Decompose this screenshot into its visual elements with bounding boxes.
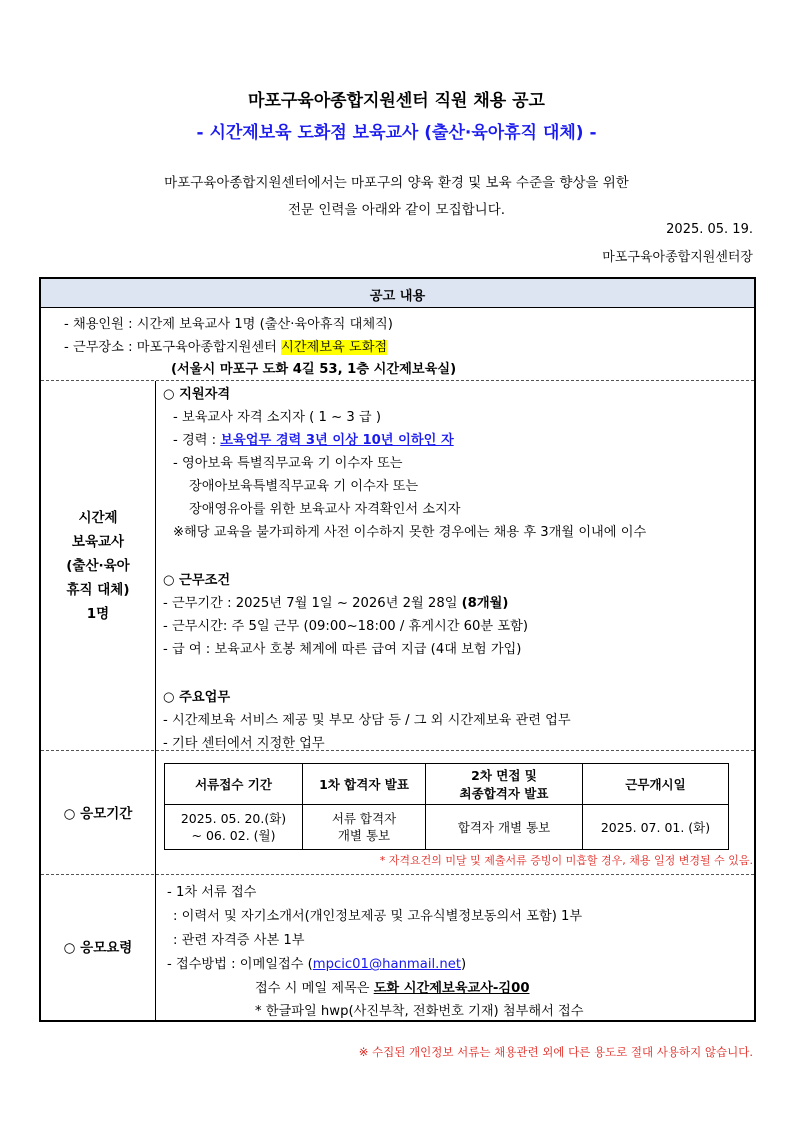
- qualification-note: ※해당 교육을 불가피하게 사전 이수하지 못한 경우에는 채용 후 3개월 이내에 이수: [173, 525, 647, 540]
- qualification-title: ○ 지원자격: [163, 387, 231, 402]
- schedule-header-cell: 근무개시일: [583, 764, 729, 805]
- mail-subject: [255, 977, 530, 996]
- schedule-header-row: [165, 764, 729, 805]
- schedule-row: [165, 805, 729, 850]
- work-hours: - 근무시간: 주 5일 근무 (09:00~18:00 / 휴게시간 60분 포함): [163, 619, 528, 634]
- schedule-cell-line: ~ 06. 02. (월): [191, 828, 276, 843]
- duty-item: - 기타 센터에서 지정한 업무: [163, 736, 325, 751]
- attachment-note: * 한글파일 hwp(사진부착, 전화번호 기재) 첨부해서 접수: [255, 1004, 584, 1019]
- mail-subject-label: 접수 시 메일 제목은: [255, 981, 374, 996]
- work-period-months: (8개월): [461, 596, 509, 611]
- schedule-note: * 자격요건의 미달 및 제출서류 증빙이 미흡할 경우, 채용 일정 변경될 수 있음.: [379, 854, 753, 867]
- duties-title: ○ 주요업무: [163, 690, 231, 705]
- page-title: 마포구육아종합지원센터 직원 채용 공고: [248, 91, 545, 111]
- schedule-header-cell: 1차 합격자 발표: [303, 764, 426, 805]
- schedule-cell: 합격자 개별 통보: [426, 805, 583, 850]
- duty-item: - 시간제보육 서비스 제공 및 부모 상담 등 / 그 외 시간제보육 관련 업무: [163, 713, 571, 728]
- schedule-cell-line: 2025. 05. 20.(화): [180, 811, 287, 826]
- intro-line-1: 마포구육아종합지원센터에서는 마포구의 양육 환경 및 보육 수준을 향상을 위한: [164, 175, 629, 191]
- schedule-header-cell: 서류접수 기간: [165, 764, 303, 805]
- privacy-note: ※ 수집된 개인정보 서류는 채용관련 외에 다른 용도로 절대 사용하지 않습니다.: [358, 1045, 753, 1059]
- mail-subject-value: 도화 시간제보육교사-김00: [373, 981, 530, 996]
- position-label-line: 1명: [86, 606, 110, 622]
- email-link[interactable]: mpcic01@hanmail.net: [312, 957, 462, 972]
- schedule-header-line: 최종합격자 발표: [459, 786, 549, 801]
- schedule-cell: [165, 805, 303, 850]
- recruit-count: - 채용인원 : 시간제 보육교사 1명 (출산·육아휴직 대체직): [64, 317, 393, 332]
- apply-item: - 1차 서류 접수: [167, 885, 257, 900]
- position-label-line: 보육교사: [71, 534, 125, 550]
- row-divider: [41, 874, 754, 875]
- qualification-item: - 보육교사 자격 소지자 ( 1 ~ 3 급 ): [173, 410, 381, 425]
- intro-line-2: 전문 인력을 아래와 같이 모집합니다.: [287, 202, 506, 218]
- qualification-item: 장애아보육특별직무교육 기 이수자 또는: [189, 479, 419, 494]
- notice-date: 2025. 05. 19.: [666, 222, 753, 237]
- schedule-cell: 2025. 07. 01. (화): [583, 805, 729, 850]
- work-period: [163, 592, 508, 611]
- apply-method: [167, 953, 466, 972]
- career-requirement-link: 보육업무 경력 3년 이상 10년 이하인 자: [220, 433, 454, 448]
- apply-item: : 관련 자격증 사본 1부: [173, 933, 305, 948]
- row-divider: [41, 380, 754, 381]
- page-subtitle: - 시간제보육 도화점 보육교사 (출산·육아휴직 대체) -: [196, 123, 597, 143]
- address: (서울시 마포구 도화 4길 53, 1층 시간제보육실): [171, 362, 457, 377]
- schedule-header-line: 2차 면접 및: [471, 768, 537, 783]
- conditions-title: ○ 근무조건: [163, 573, 231, 588]
- qualification-item: - 영아보육 특별직무교육 기 이수자 또는: [173, 456, 403, 471]
- schedule-cell-line: 개별 통보: [337, 828, 391, 843]
- apply-label: ○ 응모요령: [63, 940, 133, 956]
- schedule-cell-line: 서류 합격자: [331, 811, 397, 826]
- qualification-career: [173, 429, 454, 448]
- salary: - 급 여 : 보육교사 호봉 체계에 따른 급여 지급 (4대 보험 가입): [163, 642, 522, 657]
- work-period-text: - 근무기간 : 2025년 7월 1일 ~ 2026년 2월 28일: [163, 596, 462, 611]
- position-label: [41, 506, 155, 626]
- position-label-line: 휴직 대체): [66, 582, 130, 598]
- schedule-header-cell: [426, 764, 583, 805]
- schedule-table: [164, 763, 729, 850]
- apply-method-close: ): [461, 957, 467, 972]
- workplace: [64, 336, 387, 355]
- qualification-item: 장애영유아를 위한 보육교사 자격확인서 소지자: [189, 502, 461, 517]
- career-label: - 경력 :: [173, 433, 221, 448]
- issuer: 마포구육아종합지원센터장: [602, 250, 753, 265]
- workplace-highlight: 시간제보육 도화점: [281, 340, 388, 355]
- row-divider: [41, 750, 754, 751]
- position-label-line: (출산·육아: [66, 558, 130, 574]
- apply-method-label: - 접수방법 : 이메일접수 (: [167, 957, 313, 972]
- workplace-label: - 근무장소 : 마포구육아종합지원센터: [64, 340, 282, 355]
- position-label-line: 시간제: [78, 510, 118, 526]
- column-divider: [155, 381, 156, 1020]
- notice-heading: 공고 내용: [369, 289, 426, 304]
- schedule-label: ○ 응모기간: [63, 806, 133, 822]
- schedule-cell: [303, 805, 426, 850]
- apply-item: : 이력서 및 자기소개서(개인정보제공 및 고유식별정보동의서 포함) 1부: [173, 909, 583, 924]
